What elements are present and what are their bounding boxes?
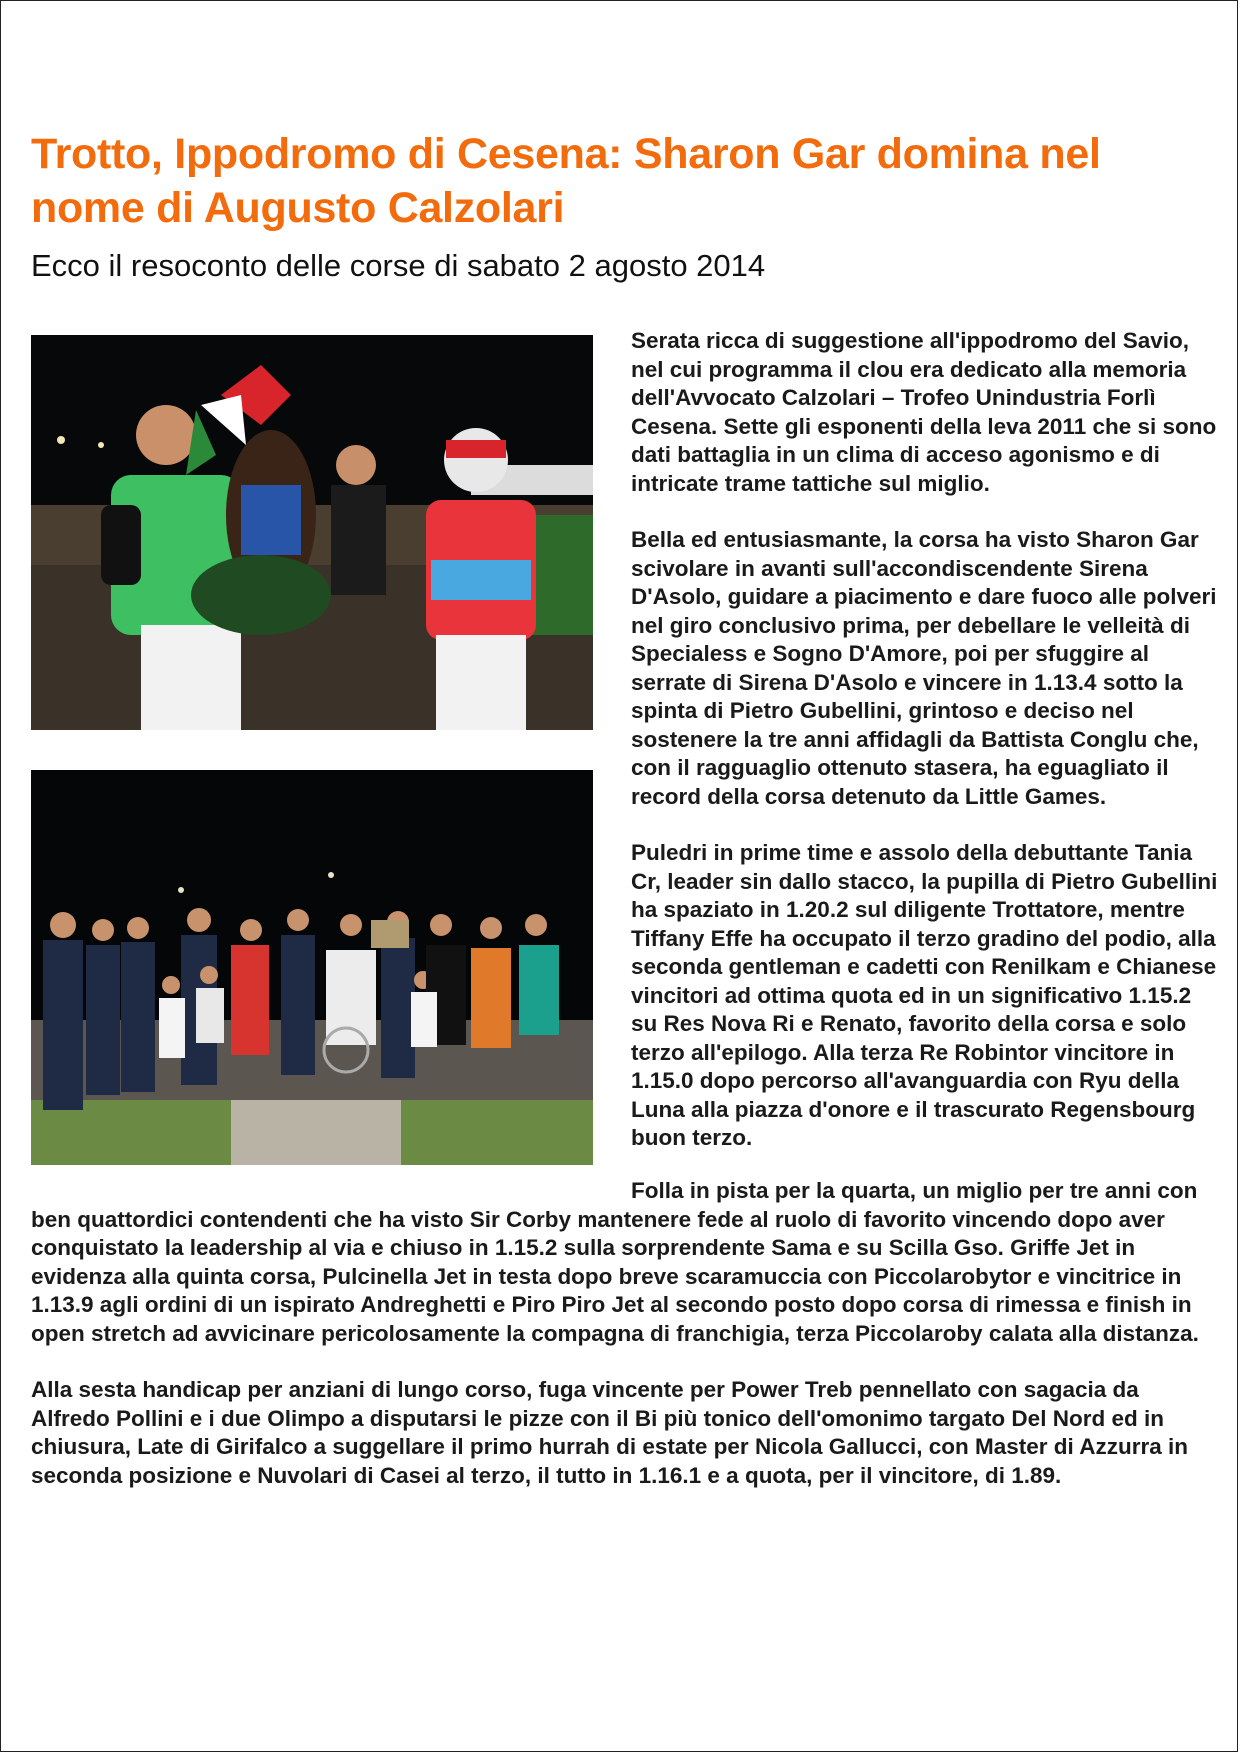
paragraph-1: Serata ricca di suggestione all'ippodromo del Savio, nel cui programma il clou era dedicato alla memoria dell'Avvocato Calzolari – Trofeo Unindustria Forlì Cesena. Sette gli esponenti della leva 2011 che si sono dati battaglia in un clima di acceso agonismo e di intricate trame tattiche sul miglio.: [631, 328, 1217, 496]
paragraph-5: Alla sesta handicap per anziani di lungo corso, fuga vincente per Power Treb pennellato con sagacia da Alfredo Pollini e i due Olimpo a disputarsi le pizze con il Bi più tonico dell'omonimo targato Del Nord ed in chiusura, Late di Girifalco a suggellare il primo hurrah di estate per Nicola Gallucci, con Master di Azzurra in seconda posizione e Nuvolari di Casei al terzo, il tutto in 1.16.1 e a quota, per il vincitore, di 1.89.: [31, 1377, 1188, 1488]
article-column: [631, 327, 1221, 1181]
paragraph-2: Bella ed entusiasmante, la corsa ha visto Sharon Gar scivolare in avanti sull'accondiscendente Sirena D'Asolo, guidare a piacimento e dare fuoco alle polveri nel giro conclusivo prima, per debellare le velleità di Specialess e Sogno D'Amore, poi per sfuggire al serrate di Sirena D'Asolo e vincere in 1.13.4 sotto la spinta di Pietro Gubellini, grintoso e deciso nel sostenere la tre anni affidagli da Battista Conglu che, con il ragguaglio ottenuto stasera, ha eguagliato il record della corsa detenuto da Little Games.: [631, 527, 1217, 809]
article-title: Trotto, Ippodromo di Cesena: Sharon Gar domina nel nome di Augusto Calzolari: [31, 130, 1101, 232]
photo-winner-horse: [31, 335, 593, 730]
paragraph-4: Folla in pista per la quarta, un miglio per tre anni con ben quattordici contendenti che ha visto Sir Corby mantenere fede al ruolo di favorito vincendo dopo aver conquistato la leadership al via e chiuso in 1.15.2 sulla sorprendente Sama e su Scilla Gso. Griffe Jet in evidenza alla quinta corsa, Pulcinella Jet in testa dopo breve scaramuccia con Piccolarobytor e vincitrice in 1.13.9 agli ordini di un ispirato Andreghetti e Piro Piro Jet al secondo posto dopo corsa di rimessa e finish in open stretch ad avvicinare pericolosamente la compagna di franchigia, terza Piccolaroby calata alla distanza.: [31, 1178, 1199, 1346]
article-subtitle: Ecco il resoconto delle corse di sabato 2 agosto 2014: [31, 248, 766, 283]
article-body-full: [31, 1177, 1211, 1518]
photo-group-ceremony: [31, 770, 593, 1165]
paragraph-3: Puledri in prime time e assolo della debuttante Tania Cr, leader sin dallo stacco, la pupilla di Pietro Gubellini ha spaziato in 1.20.2 sul diligente Trottatore, mentre Tiffany Effe ha occupato il terzo gradino del podio, alla seconda gentleman e cadetti con Renilkam e Chianese vincitori ad ottima quota ed in un significativo 1.15.2 su Res Nova Ri e Renato, favorito della corsa e solo terzo all'epilogo. Alla terza Re Robintor vincitore in 1.15.0 dopo percorso all'avanguardia con Ryu della Luna alla piazza d'onore e il trascurato Regensbourg buon terzo.: [631, 840, 1218, 1150]
